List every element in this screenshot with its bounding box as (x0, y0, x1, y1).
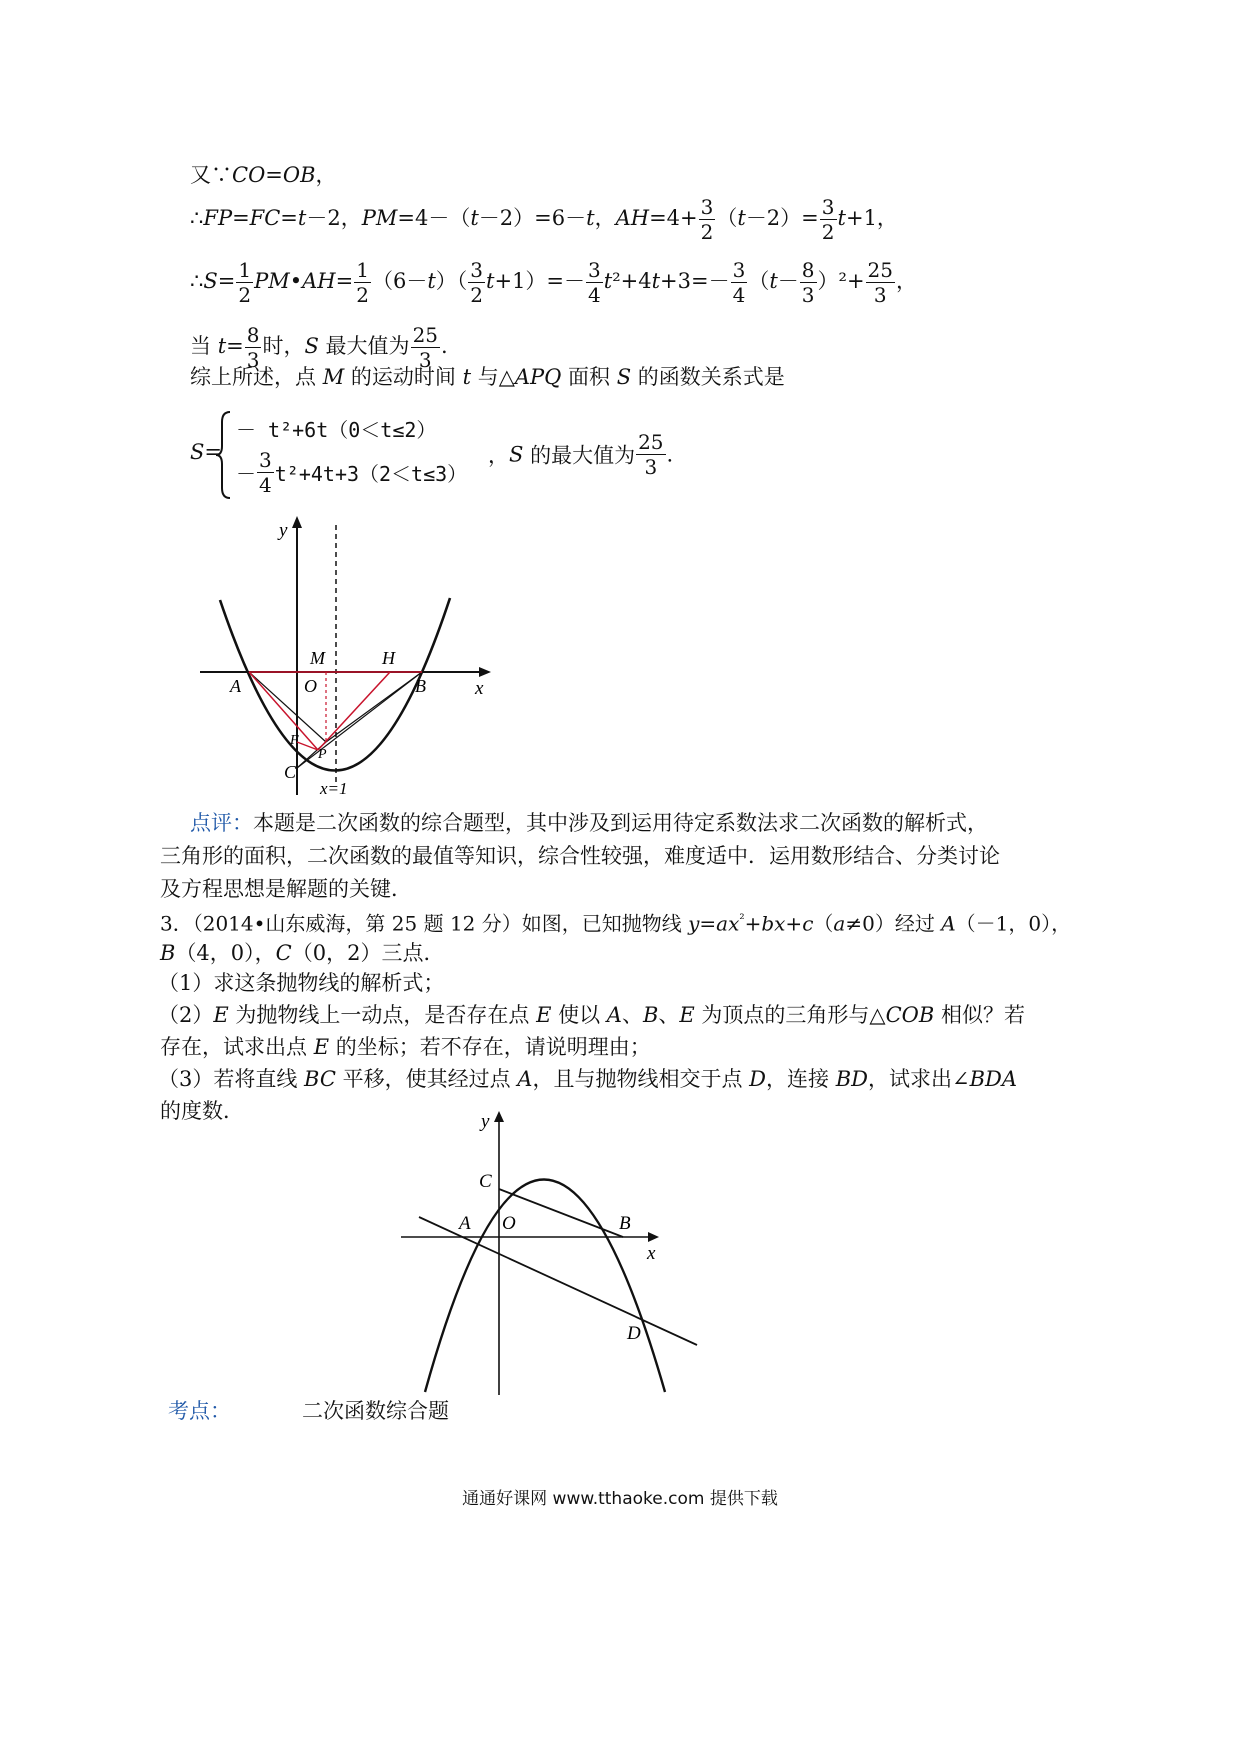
left-brace (214, 410, 234, 500)
text: M (322, 365, 345, 389)
text: （1）求这条抛物线的解析式； (158, 971, 445, 995)
label-x: x (475, 678, 484, 699)
fraction-25-3 (636, 432, 665, 477)
numerator: 1 (238, 258, 252, 282)
label-H: H (382, 648, 395, 668)
text: ，且与抛物线相交于点 (532, 1067, 750, 1091)
text: （0，2）三点． (291, 941, 445, 965)
problem3-q2-cont (160, 1032, 651, 1062)
figure-1-parabola (200, 510, 520, 800)
parabola-curve (425, 1180, 665, 1393)
text: （2） (158, 1003, 214, 1027)
text: 面积 (561, 365, 617, 389)
fraction-3-4 (257, 450, 274, 495)
numerator: 3 (470, 258, 484, 282)
numerator: 3 (700, 195, 714, 219)
label-x-eq-1: x=1 (320, 779, 348, 798)
text: APQ (514, 365, 562, 389)
text: 平移，使其经过点 (335, 1067, 518, 1091)
solution-line-1 (190, 160, 337, 190)
piecewise-function (188, 410, 748, 500)
text: B (642, 1003, 659, 1027)
text: S (203, 269, 218, 293)
text: ∴ (190, 206, 204, 230)
text: D (749, 1067, 766, 1091)
fraction-1-2 (236, 260, 253, 305)
text: A (941, 911, 956, 936)
text: 、 (621, 1003, 643, 1027)
review-text: 三角形的面积，二次函数的最值等知识，综合性较强，难度适中．运用数形结合、分类讨论 (160, 844, 1000, 868)
denominator: 3 (418, 348, 432, 372)
numerator: 25 (867, 258, 893, 282)
label-O: O (502, 1213, 516, 1234)
red-segment-QH (318, 672, 390, 750)
text: t (427, 269, 436, 293)
review-label: 点评： (190, 811, 253, 835)
problem3-q2 (158, 1000, 1025, 1030)
numerator: 25 (638, 430, 664, 454)
text: （3）若将直线 (158, 1067, 305, 1091)
text: 又∵ (190, 163, 232, 187)
text: 的度数． (160, 1099, 244, 1123)
text: +3=－ (660, 269, 730, 293)
label-y: y (481, 1111, 490, 1132)
text: 为顶点的三角形与△ (694, 1003, 886, 1027)
text: t (486, 269, 495, 293)
case-2 (236, 450, 467, 495)
s-label: S= (190, 440, 222, 464)
y-axis-arrow (494, 1111, 504, 1122)
text: = (226, 334, 244, 358)
text: A (517, 1067, 533, 1091)
figure-2-parabola (395, 1105, 735, 1405)
y-axis-arrow (292, 516, 302, 528)
text: t (462, 365, 472, 389)
text: E (313, 1035, 330, 1059)
text: ， (594, 206, 616, 230)
denominator: 3 (644, 455, 658, 479)
fraction-3-2 (699, 197, 716, 242)
label-B: B (619, 1213, 631, 1234)
text: E (536, 1003, 552, 1027)
text: 的运动时间 (344, 365, 463, 389)
label-C: C (284, 762, 297, 782)
text: 的最大值为 (523, 443, 636, 468)
text: －2， (306, 206, 362, 230)
solution-line-2 (190, 190, 898, 246)
text: （－1，0）， (955, 911, 1072, 936)
text: 的坐标；若不存在，请说明理由； (329, 1035, 651, 1059)
label-F: F (290, 733, 299, 748)
text: － (236, 462, 256, 486)
denominator: 4 (259, 473, 272, 497)
fraction-25-3 (866, 260, 895, 305)
fraction-8-3 (800, 260, 817, 305)
denominator: 3 (246, 348, 260, 372)
text: COB (885, 1003, 935, 1027)
denominator: 4 (588, 283, 601, 307)
x-axis-arrow (479, 667, 491, 677)
text: 、 (658, 1003, 680, 1027)
numerator: 3 (259, 448, 272, 472)
text: 二次函数综合题 (302, 1399, 449, 1423)
text: ∴ (190, 269, 204, 293)
fraction-1-2 (354, 260, 371, 305)
kaodian-value (302, 1396, 449, 1426)
text: （6－ (371, 269, 428, 293)
x-axis-arrow (648, 1232, 659, 1242)
text: FP=FC=t (203, 206, 307, 230)
text: 与△ (471, 365, 515, 389)
denominator: 2 (238, 283, 252, 307)
text: t²+4t+3（2＜t≤3） (274, 462, 468, 486)
text: S (304, 334, 319, 358)
solution-line-5 (190, 362, 785, 392)
denominator: 3 (873, 283, 887, 307)
text: BD (835, 1067, 868, 1091)
text: PM (361, 206, 398, 230)
text: = (217, 269, 236, 293)
text: +bx+c (744, 911, 814, 936)
text: －2）= (745, 206, 819, 230)
label-A: A (459, 1213, 471, 1234)
text: +1， (845, 206, 898, 230)
label-P: P (318, 747, 327, 762)
text: t (837, 206, 846, 230)
text: 3．（2014•山东威海，第 25 题 12 分）如图，已知抛物线 (160, 911, 689, 936)
problem3-line-2 (160, 938, 444, 968)
fraction-3-2 (820, 197, 837, 242)
problem3-line-1 (160, 905, 1071, 939)
label-B: B (415, 676, 426, 696)
text: BDA (969, 1067, 1018, 1091)
s-max-note (488, 432, 673, 477)
solution-line-3 (190, 253, 917, 309)
text: 当 (190, 334, 218, 358)
text: t (603, 269, 613, 293)
text: t (586, 206, 595, 230)
text: ，连接 (766, 1067, 836, 1091)
denominator: 2 (700, 220, 714, 244)
text: S (616, 365, 632, 389)
text: ² (739, 912, 745, 927)
text: ）（ (435, 269, 468, 293)
text: +1）=－ (494, 269, 586, 293)
line-CB (499, 1189, 623, 1237)
text: （4，0）， (175, 941, 276, 965)
text: ， (488, 443, 509, 468)
text: CO=OB (232, 163, 316, 187)
text: ，试求出∠ (867, 1067, 970, 1091)
text: t (651, 269, 661, 293)
text: 的函数关系式是 (631, 365, 785, 389)
text: （ (716, 206, 738, 230)
text: = (335, 269, 354, 293)
review-line-1 (190, 808, 988, 838)
text: a (833, 911, 846, 936)
text: =4－（ (397, 206, 471, 230)
text: 为抛物线上一动点，是否存在点 (228, 1003, 537, 1027)
text: 时， (262, 334, 305, 358)
text: t (470, 206, 479, 230)
text: － (777, 269, 799, 293)
denominator: 4 (732, 283, 746, 307)
numerator: 8 (801, 258, 815, 282)
text: ， (315, 163, 337, 187)
text: 综上所述，点 (190, 365, 323, 389)
numerator: 3 (588, 258, 601, 282)
text: 存在，试求出点 (160, 1035, 314, 1059)
text: （ (813, 911, 834, 936)
text: （ (748, 269, 770, 293)
text: 相似？若 (934, 1003, 1025, 1027)
kaodian-label: 考点： (168, 1399, 231, 1423)
fraction-3-4 (586, 260, 603, 305)
text: ）²+ (817, 269, 865, 293)
text: B (160, 941, 176, 965)
fraction-3-4 (731, 260, 748, 305)
denominator: 2 (470, 283, 484, 307)
case-1: － t²+6t（0＜t≤2） (236, 418, 437, 442)
numerator: 3 (732, 258, 746, 282)
label-M: M (310, 648, 325, 668)
label-C: C (479, 1171, 492, 1192)
text: AH (615, 206, 650, 230)
text: y=ax (688, 911, 740, 936)
text: S (509, 442, 524, 467)
review-line-3 (160, 874, 412, 904)
text: . (441, 334, 448, 358)
text: t (769, 269, 778, 293)
label-D: D (627, 1323, 641, 1344)
label-x: x (647, 1243, 656, 1264)
label-O: O (304, 676, 317, 696)
text: C (275, 941, 292, 965)
problem3-q1 (158, 968, 444, 998)
problem3-q3 (158, 1064, 1017, 1094)
numerator: 8 (246, 323, 260, 347)
footer: 通通好课网 www.tthaoke.com 提供下载 (462, 1489, 778, 1509)
text: 使以 (551, 1003, 607, 1027)
text: . (666, 442, 674, 467)
review-text: 及方程思想是解题的关键． (160, 877, 412, 901)
text: －2）=6－ (478, 206, 587, 230)
denominator: 3 (801, 283, 815, 307)
text: BC (304, 1067, 336, 1091)
text: ²+4 (612, 269, 652, 293)
text: ， (896, 269, 917, 293)
denominator: 2 (356, 283, 369, 307)
label-A: A (230, 676, 241, 696)
text: E (213, 1003, 229, 1027)
text: A (606, 1003, 622, 1027)
review-text: 本题是二次函数的综合题型，其中涉及到运用待定系数法求二次函数的解析式， (253, 811, 988, 835)
label-y: y (279, 520, 288, 541)
kaodian-row (168, 1396, 231, 1426)
text: PM•AH (254, 269, 336, 293)
numerator: 3 (821, 195, 835, 219)
denominator: 2 (821, 220, 835, 244)
text: 最大值为 (318, 334, 410, 358)
problem3-q3-cont (160, 1096, 244, 1126)
text: E (679, 1003, 695, 1027)
text: ≠0）经过 (845, 911, 942, 936)
text: t (217, 334, 227, 358)
text: =4+ (649, 206, 698, 230)
numerator: 25 (412, 323, 439, 347)
review-line-2 (160, 841, 1000, 871)
fraction-3-2 (468, 260, 485, 305)
text: t (737, 206, 746, 230)
numerator: 1 (356, 258, 369, 282)
